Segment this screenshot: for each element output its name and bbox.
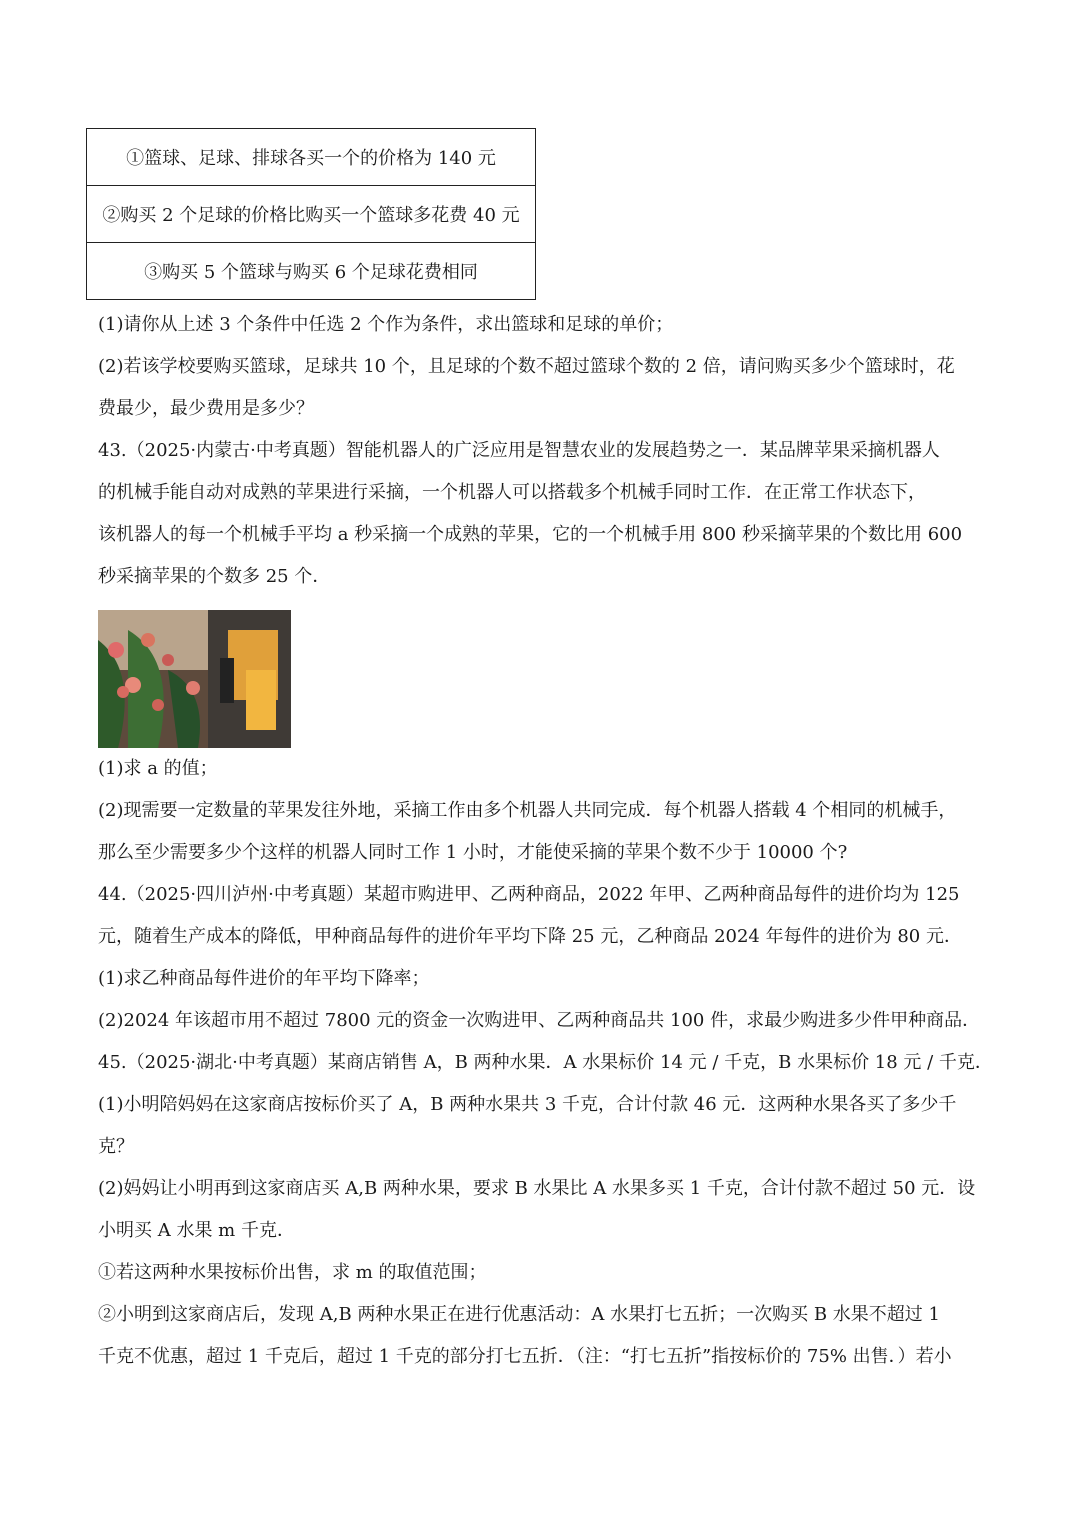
text-line: 43.（2025·内蒙古·中考真题）智能机器人的广泛应用是智慧农业的发展趋势之一．某品牌苹果采摘机器人 — [98, 440, 940, 461]
table-row — [87, 186, 536, 243]
table-row — [87, 243, 536, 300]
condition-cell: ③购买 5 个篮球与购买 6 个足球花费相同 — [87, 243, 536, 300]
text-line: 那么至少需要多少个这样的机器人同时工作 1 小时，才能使采摘的苹果个数不少于 10000 个? — [98, 842, 848, 863]
text-line: 费最少，最少费用是多少？ — [98, 398, 314, 419]
text-line: (2)妈妈让小明再到这家商店买 A,B 两种水果，要求 B 水果比 A 水果多买 1 千克，合计付款不超过 50 元．设 — [98, 1178, 976, 1199]
condition-cell: ②购买 2 个足球的价格比购买一个篮球多花费 40 元 — [87, 186, 536, 243]
text-line: 44.（2025·四川泸州·中考真题）某超市购进甲、乙两种商品，2022 年甲、乙两种商品每件的进价均为 125 — [98, 884, 960, 905]
text-line: 小明买 A 水果 m 千克． — [98, 1220, 295, 1241]
text-line: (1)小明陪妈妈在这家商店按标价买了 A，B 两种水果共 3 千克，合计付款 46 元．这两种水果各买了多少千 — [98, 1094, 957, 1115]
text-line: (1)求乙种商品每件进价的年平均下降率； — [98, 968, 430, 989]
text-line: 千克不优惠，超过 1 千克后，超过 1 千克的部分打七五折．（注：“打七五折”指按标价的 75% 出售．）若小 — [98, 1346, 952, 1367]
text-line: 秒采摘苹果的个数多 25 个． — [98, 566, 331, 587]
table-row — [87, 129, 536, 186]
document-page — [98, 128, 993, 1378]
text-line: (1)求 a 的值； — [98, 758, 218, 779]
text-line: ①若这两种水果按标价出售，求 m 的取值范围； — [98, 1262, 487, 1283]
text-line: (2)现需要一定数量的苹果发往外地，采摘工作由多个机器人共同完成．每个机器人搭载 4 个相同的机械手， — [98, 800, 957, 821]
conditions-table — [86, 128, 536, 300]
condition-cell: ①篮球、足球、排球各买一个的价格为 140 元 — [87, 129, 536, 186]
text-line: 的机械手能自动对成熟的苹果进行采摘，一个机器人可以搭载多个机械手同时工作．在正常工作状态下， — [98, 482, 926, 503]
text-line: (1)请你从上述 3 个条件中任选 2 个作为条件，求出篮球和足球的单价； — [98, 314, 674, 335]
text-line: 克？ — [98, 1136, 134, 1157]
apple-picking-robot-photo — [98, 610, 291, 748]
text-line: (2)2024 年该超市用不超过 7800 元的资金一次购进甲、乙两种商品共 100 件，求最少购进多少件甲种商品． — [98, 1010, 981, 1031]
text-line: (2)若该学校要购买篮球，足球共 10 个，且足球的个数不超过篮球个数的 2 倍，请问购买多少个篮球时，花 — [98, 356, 955, 377]
text-line: 元，随着生产成本的降低，甲种商品每件的进价年平均下降 25 元，乙种商品 2024 年每件的进价为 80 元． — [98, 926, 962, 947]
text-line: ②小明到这家商店后，发现 A,B 两种水果正在进行优惠活动：A 水果打七五折；一次购买 B 水果不超过 1 — [98, 1304, 940, 1325]
text-line: 该机器人的每一个机械手平均 a 秒采摘一个成熟的苹果，它的一个机械手用 800 秒采摘苹果的个数比用 600 — [98, 524, 963, 545]
text-line: 45.（2025·湖北·中考真题）某商店销售 A，B 两种水果．A 水果标价 14 元 / 千克，B 水果标价 18 元 / 千克． — [98, 1052, 993, 1073]
